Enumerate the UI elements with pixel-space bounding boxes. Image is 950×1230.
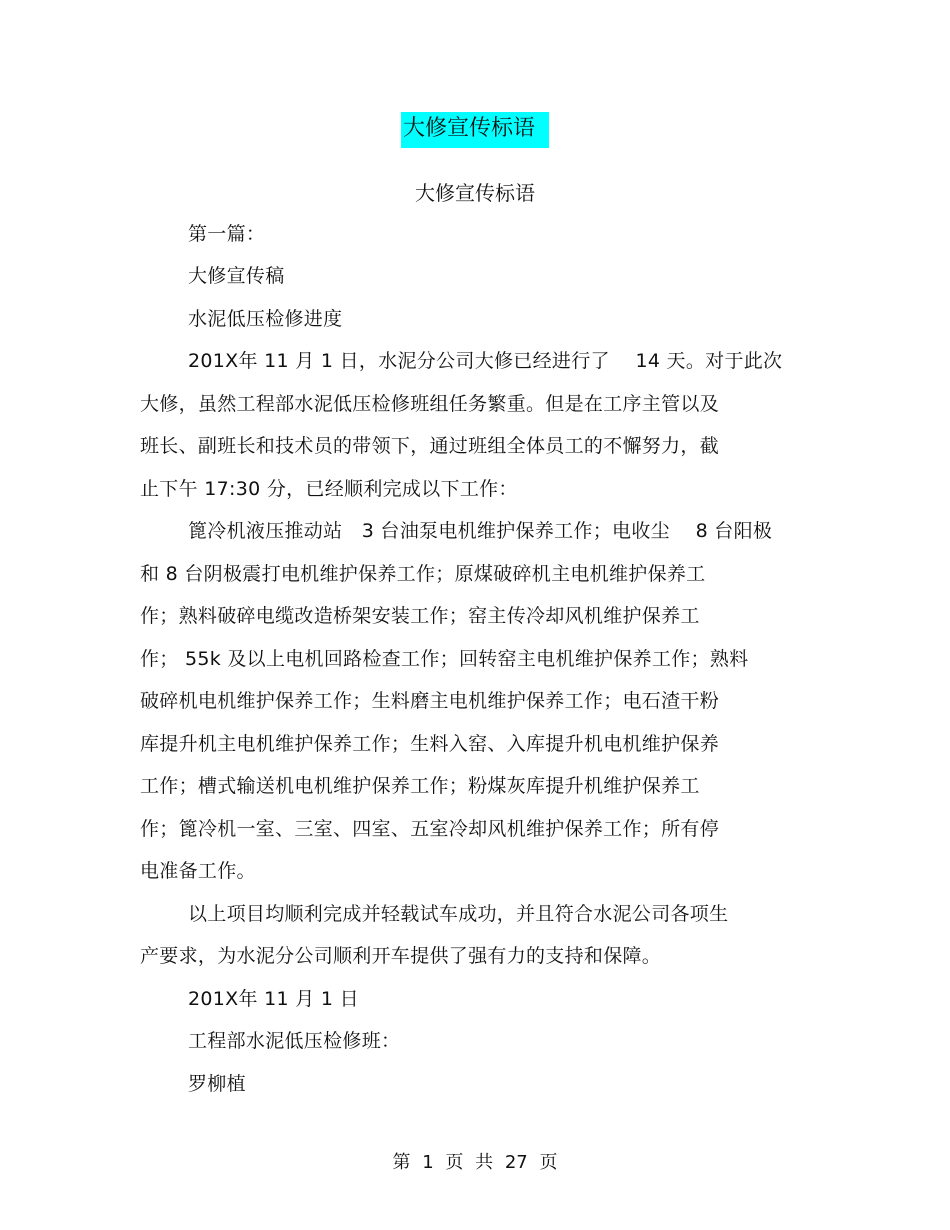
title-container	[0, 112, 950, 148]
body-line: 止下午 17:30 分，已经顺利完成以下工作：	[140, 478, 518, 500]
body-line: 电准备工作。	[140, 860, 256, 882]
body-line: 201X年 11 月 1 日	[188, 988, 359, 1010]
page-number-footer: 第 1 页 共 27 页	[392, 1152, 558, 1173]
body-line: 水泥低压检修进度	[188, 308, 343, 330]
body-line: 产要求，为水泥分公司顺利开车提供了强有力的支持和保障。	[140, 945, 662, 967]
body-line: 工作；槽式输送机电机维护保养工作；粉煤灰库提升机维护保养工	[140, 775, 700, 797]
body-line: 作；篦冷机一室、三室、四室、五室冷却风机维护保养工作；所有停	[140, 818, 720, 840]
body-line: 破碎机电机维护保养工作；生料磨主电机维护保养工作；电石渣干粉	[140, 690, 720, 712]
body-line: 班长、副班长和技术员的带领下，通过班组全体员工的不懈努力，截	[140, 435, 720, 457]
body-line: 第一篇：	[188, 223, 266, 245]
body-line: 库提升机主电机维护保养工作；生料入窑、入库提升机电机维护保养	[140, 733, 720, 755]
body-line: 罗柳植	[188, 1073, 246, 1095]
body-line: 大修，虽然工程部水泥低压检修班组任务繁重。但是在工序主管以及	[140, 393, 720, 415]
highlighted-title: 大修宣传标语	[401, 112, 549, 148]
body-line: 以上项目均顺利完成并轻载试车成功，并且符合水泥公司各项生	[188, 903, 729, 925]
body-line: 篦冷机液压推动站 3 台油泵电机维护保养工作；电收尘 8 台阳极	[188, 520, 773, 542]
body-line: 作；熟料破碎电缆改造桥架安装工作；窑主传冷却风机维护保养工	[140, 605, 700, 627]
body-line: 大修宣传稿	[188, 265, 285, 287]
body-line: 作； 55k 及以上电机回路检查工作；回转窑主电机维护保养工作；熟料	[140, 648, 749, 670]
body-line: 和 8 台阴极震打电机维护保养工作；原煤破碎机主电机维护保养工	[140, 563, 706, 585]
body-line: 201X年 11 月 1 日，水泥分公司大修已经进行了 14 天。对于此次	[188, 350, 783, 372]
document-subtitle: 大修宣传标语	[415, 181, 535, 205]
body-line: 工程部水泥低压检修班：	[188, 1030, 401, 1052]
